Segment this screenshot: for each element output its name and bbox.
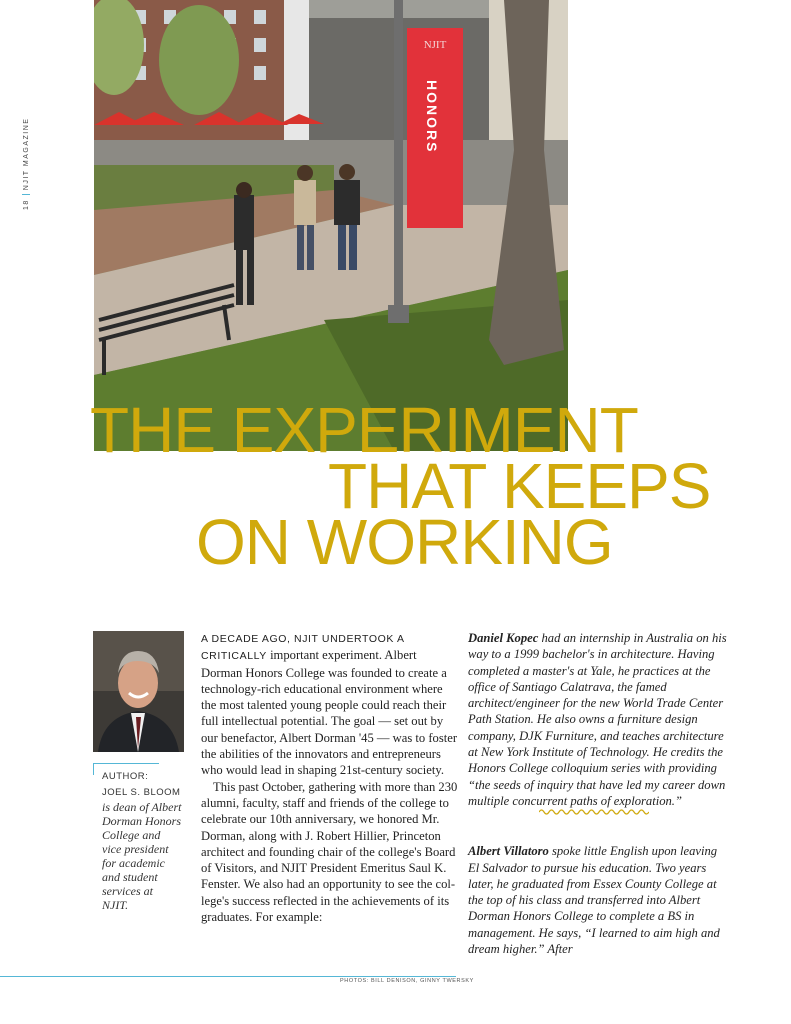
author-bio xyxy=(102,768,182,912)
profile-text: had an internship in Australia on his way to a 1999 bachelor's in architecture. Having completed a master's at Yale, he practices at the office of Santiago Calatrava, the famed architect/engineer for the new World Trade Center Path Station. He also owns a furniture design company, DJK Furniture, and teaches architecture at New York Institute of Technology. He credits the Honors College colloquium series with providing “the seeds of inquiry that have led my career down multiple concurrent paths of exploration.” xyxy=(468,631,727,808)
body-column-2 xyxy=(468,630,730,957)
page-number: 18 xyxy=(22,199,30,210)
body-paragraph-1 xyxy=(201,630,459,779)
profile-kopec xyxy=(468,630,730,809)
page-folio xyxy=(22,118,30,210)
body-paragraph-1-text: important experiment. Albert Dorman Honors College was founded to create a technology-rich educational environment where the most talented young people could reach their full intellectual potential. The goal — set out by our benefactor, Albert Dorman '45 — was to foster the abilities of the innovators and entrepreneurs who would lead in shaping 21st-century society. xyxy=(201,648,458,778)
banner-logo-text: NJIT xyxy=(423,39,447,51)
publication-name: NJIT MAGAZINE xyxy=(22,117,30,191)
author-rule xyxy=(93,763,159,764)
headline-line-1: THE EXPERIMENT xyxy=(90,394,638,466)
profile-villatoro xyxy=(468,843,730,957)
author-label: AUTHOR: xyxy=(102,771,149,782)
banner-honors-text: HONORS xyxy=(424,80,440,154)
campus-photo xyxy=(94,0,568,451)
photo-credit: PHOTOS: BILL DENISON, GINNY TWERSKY xyxy=(340,978,474,984)
decorative-wave-divider xyxy=(539,807,649,817)
folio-divider xyxy=(22,194,30,195)
campus-scene-illustration xyxy=(94,0,568,451)
footer-rule xyxy=(0,976,456,977)
profile-name: Daniel Kopec xyxy=(468,631,539,645)
body-column-1 xyxy=(201,630,459,925)
author-description: is dean of Albert Dorman Honors College and vice president for academic and student services at NJIT. xyxy=(102,800,182,912)
author-rule-vertical xyxy=(93,763,94,775)
author-portrait xyxy=(93,631,184,752)
headline-line-3: ON WORKING xyxy=(196,506,613,578)
author-portrait-illustration xyxy=(93,631,184,752)
headline-line-2: THAT KEEPS xyxy=(328,450,711,522)
author-name: JOEL S. BLOOM xyxy=(102,787,181,798)
body-paragraph-2: This past October, gathering with more than 230 alumni, faculty, staff and friends of the college to celebrate our 10th anniversary, we honored Mr. Dorman, along with J. Robert Hillier, Princeton architect and founding chair of the college's Board of Visitors, and NJIT President Emeritus Saul K. Fenster. We also had an opportunity to see the col-lege's success reflected in the achievements of its graduates. For example: xyxy=(201,779,458,925)
lead-in-caps: A DECADE AGO, NJIT UNDERTOOK A CRITICALLY xyxy=(201,633,404,663)
profile-text: spoke little English upon leaving El Salvador to pursue his education. Two years later, he graduated from Essex County College at the top of his class and transferred into Albert Dorman Honors College to complete a BS in management. He says, “I learned to aim high and dream higher.” After xyxy=(468,844,720,957)
profile-name: Albert Villatoro xyxy=(468,844,549,859)
